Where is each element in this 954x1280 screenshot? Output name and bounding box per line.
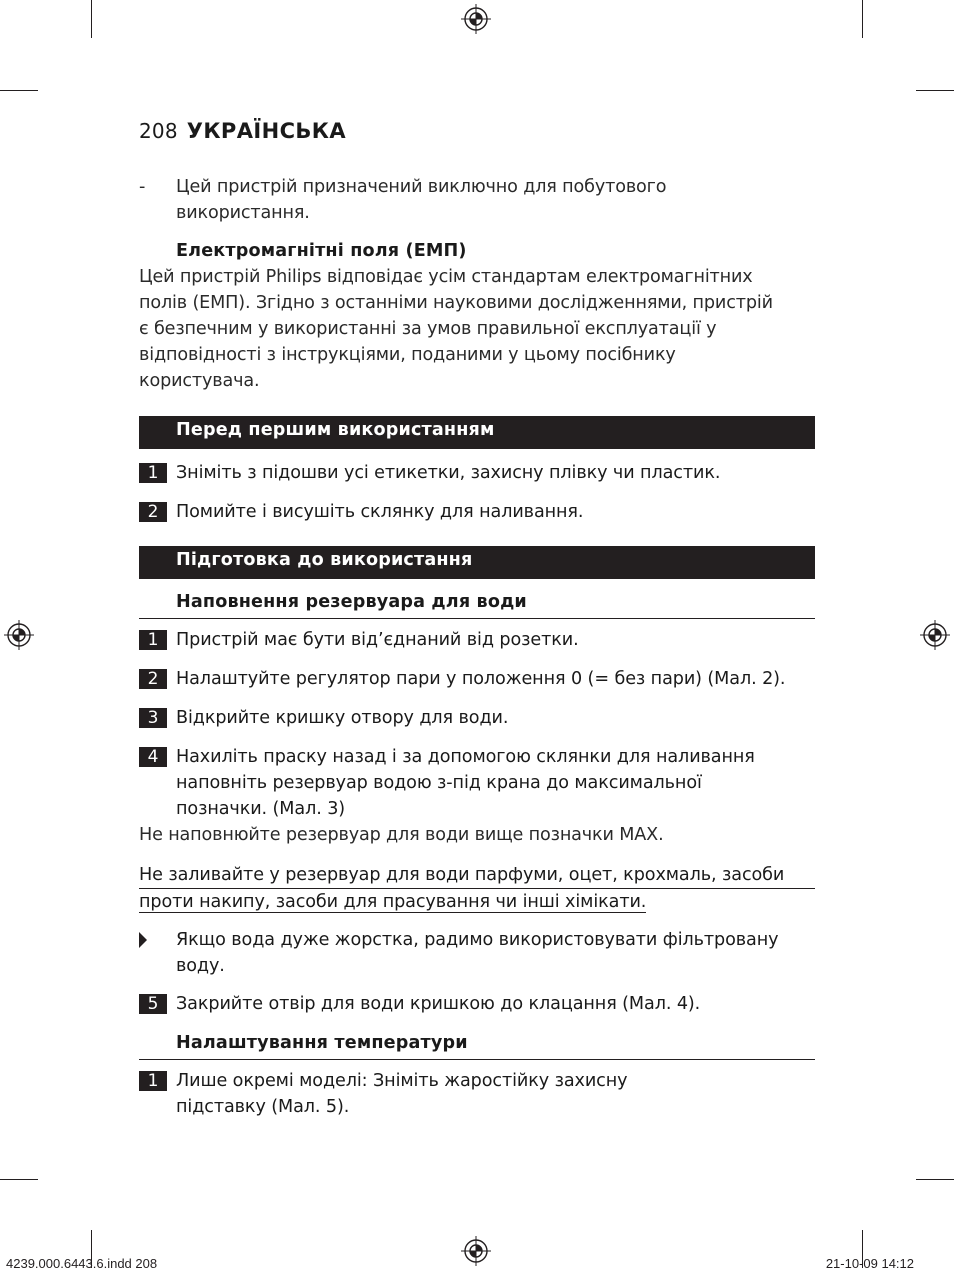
crop-mark — [0, 90, 38, 91]
crop-mark — [916, 1179, 954, 1180]
step-text-line: підставку (Мал. 5). — [176, 1097, 350, 1117]
crop-mark — [91, 0, 92, 38]
language-title: УКРАЇНСЬКА — [186, 119, 347, 143]
step-text: Закрийте отвір для води кришкою до клацання (Мал. 4). — [176, 994, 701, 1014]
emf-heading: Електромагнітні поля (ЕМП) — [176, 241, 467, 261]
step-item — [139, 991, 829, 1017]
step-item — [139, 744, 829, 822]
step-text: Пристрій має бути від’єднаний від розетки. — [176, 630, 579, 650]
emf-line: користувача. — [139, 371, 260, 391]
emf-line: полів (ЕМП). Згідно з останніми науковими дослідженнями, пристрій — [139, 293, 773, 313]
tip-line: воду. — [176, 956, 225, 976]
intro-list-item — [139, 174, 815, 226]
subheading-filling-water-tank — [139, 589, 815, 619]
registration-mark-icon — [4, 620, 34, 650]
section-title: Підготовка до використання — [176, 550, 473, 570]
section-header-before-first-use — [139, 416, 815, 449]
step-number: 4 — [139, 747, 167, 767]
intro-line: використання. — [176, 203, 310, 223]
step-number: 5 — [139, 994, 167, 1014]
step-item — [139, 705, 829, 731]
emf-paragraph — [139, 264, 819, 394]
warning-line: Не заливайте у резервуар для води парфуми, оцет, крохмаль, засоби — [139, 862, 815, 889]
footer-date: 21-10-09 14:12 — [825, 1256, 914, 1271]
step-number: 3 — [139, 708, 167, 728]
step-item — [139, 460, 829, 486]
step-text-line: позначки. (Мал. 3) — [176, 799, 346, 819]
step-text: Відкрийте кришку отвору для води. — [176, 708, 509, 728]
step-item — [139, 666, 829, 692]
emf-line: є безпечним у використанні за умов правильної експлуатації у — [139, 319, 717, 339]
subheading-text: Наповнення резервуара для води — [176, 592, 527, 612]
step-number: 2 — [139, 502, 167, 522]
page-header — [139, 119, 346, 143]
registration-mark-icon — [920, 620, 950, 650]
note-text: Не наповнюйте резервуар для води вище позначки MAX. — [139, 825, 664, 845]
step-text-line: Лише окремі моделі: Зніміть жаростійку захисну — [176, 1071, 628, 1091]
step-item — [139, 627, 829, 653]
footer-file-info: 4239.000.6443.6.indd 208 — [6, 1256, 158, 1271]
tip-item — [139, 927, 819, 979]
crop-mark — [0, 1179, 38, 1180]
step-number: 1 — [139, 1071, 167, 1091]
dash-marker: - — [139, 177, 146, 197]
intro-line: Цей пристрій призначений виключно для побутового — [176, 177, 667, 197]
step-number: 1 — [139, 463, 167, 483]
emf-line: Цей пристрій Philips відповідає усім стандартам електромагнітних — [139, 267, 753, 287]
step-text: Помийте і висушіть склянку для наливання. — [176, 502, 584, 522]
step-text-line: Нахиліть праску назад і за допомогою склянки для наливання — [176, 747, 755, 767]
step-number: 2 — [139, 669, 167, 689]
subheading-temperature-setting — [139, 1030, 815, 1060]
registration-mark-icon — [461, 1236, 491, 1266]
step-text-line: наповніть резервуар водою з-під крана до максимальної — [176, 773, 702, 793]
crop-mark — [862, 0, 863, 38]
warning-line: проти накипу, засоби для прасування чи інші хімікати. — [139, 892, 647, 912]
step-item — [139, 1068, 829, 1120]
warning-block — [139, 862, 819, 915]
crop-mark — [916, 90, 954, 91]
section-title: Перед першим використанням — [176, 420, 495, 440]
triangle-bullet-icon — [139, 932, 147, 948]
step-text: Зніміть з підошви усі етикетки, захисну плівку чи пластик. — [176, 463, 721, 483]
step-text: Налаштуйте регулятор пари у положення 0 (= без пари) (Мал. 2). — [176, 669, 786, 689]
page-number: 208 — [139, 119, 178, 143]
subheading-text: Налаштування температури — [176, 1033, 468, 1053]
step-number: 1 — [139, 630, 167, 650]
step-item — [139, 499, 829, 525]
registration-mark-icon — [461, 4, 491, 34]
emf-line: відповідності з інструкціями, поданими у цьому посібнику — [139, 345, 676, 365]
section-header-preparing-for-use — [139, 546, 815, 579]
tip-line: Якщо вода дуже жорстка, радимо використовувати фільтровану — [176, 930, 779, 950]
